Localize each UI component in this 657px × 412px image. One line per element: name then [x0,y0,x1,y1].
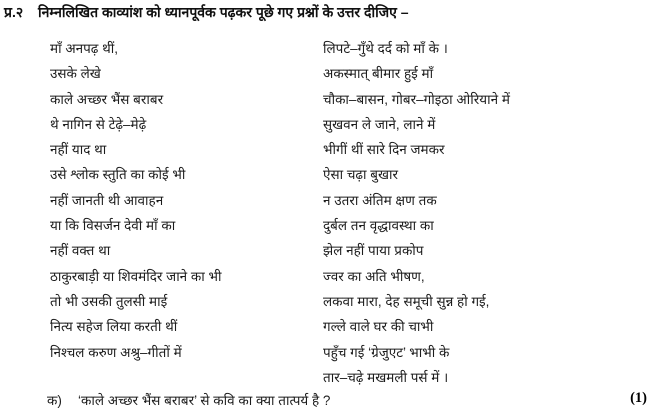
sub-question-label: क) [47,393,62,408]
poem-line: न उतरा अंतिम क्षण तक [323,192,437,208]
poem-line: तो भी उसकी तुलसी माई [50,293,168,309]
sub-question-row [0,391,657,411]
poem-line: सुखवन ले जाने, लाने में [323,116,436,132]
poem-line: तार–चढ़े मखमली पर्स में । [323,369,449,385]
poem-line: या कि विसर्जन देवी माँ का [50,218,176,234]
poem-line: चौका–बासन, गोबर–गोइठा ओरियाने में [323,91,510,107]
poem-line: थे नागिन से टेढ़े–मेढ़े [50,116,147,132]
poem-line: झेल नहीं पाया प्रकोप [323,243,424,259]
poem-line: लिपटे–गुँथे दर्द को माँ के । [323,41,448,56]
marks-value: (1) [630,390,647,406]
poem-line: दुर्बल तन वृद्धावस्था का [323,218,434,234]
poem-line: नित्य सहेज लिया करती थीं [50,319,178,335]
poem-line: अकस्मात् बीमार हुई माँ [323,66,434,82]
question-number: प्र.२ [4,4,24,20]
question-header [4,3,653,22]
poem-line: उसे श्लोक स्तुति का कोई भी [50,167,186,183]
poem-line: काले अच्छर भैंस बराबर [50,91,164,107]
poem-line: नहीं वक्त था [50,243,111,259]
poem-line: भीगीं थीं सारे दिन जमकर [323,142,445,158]
sub-question-text: ‘काले अच्छर भैंस बराबर’ से कवि का क्या तात्पर्य है ? [78,393,331,408]
poem-right-column [323,36,510,390]
poem-line: ज्वर का अति भीषण, [323,268,425,284]
poem-left-column [50,36,222,365]
poem-line: गल्ले वाले घर की चाभी [323,319,434,335]
poem-line: ऐसा चढ़ा बुखार [323,167,399,183]
question-instruction: निम्नलिखित काव्यांश को ध्यानपूर्वक पढ़कर पूछे गए प्रश्नों के उत्तर दीजिए – [38,4,409,20]
poem-line: निश्चल करुण अश्रु–गीतों में [50,344,182,360]
poem-line: माँ अनपढ़ थीं, [50,41,119,56]
poem-passage [0,36,657,392]
poem-line: उसके लेखे [50,66,101,82]
poem-line: पहुँच गई ‘ग्रेजुएट’ भाभी के [323,344,450,360]
poem-line: नहीं याद था [50,142,107,158]
poem-line: लकवा मारा, देह समूची सुन्न हो गई, [323,293,490,309]
poem-line: नहीं जानती थी आवाहन [50,192,164,208]
poem-line: ठाकुरबाड़ी या शिवमंदिर जाने का भी [50,268,222,284]
